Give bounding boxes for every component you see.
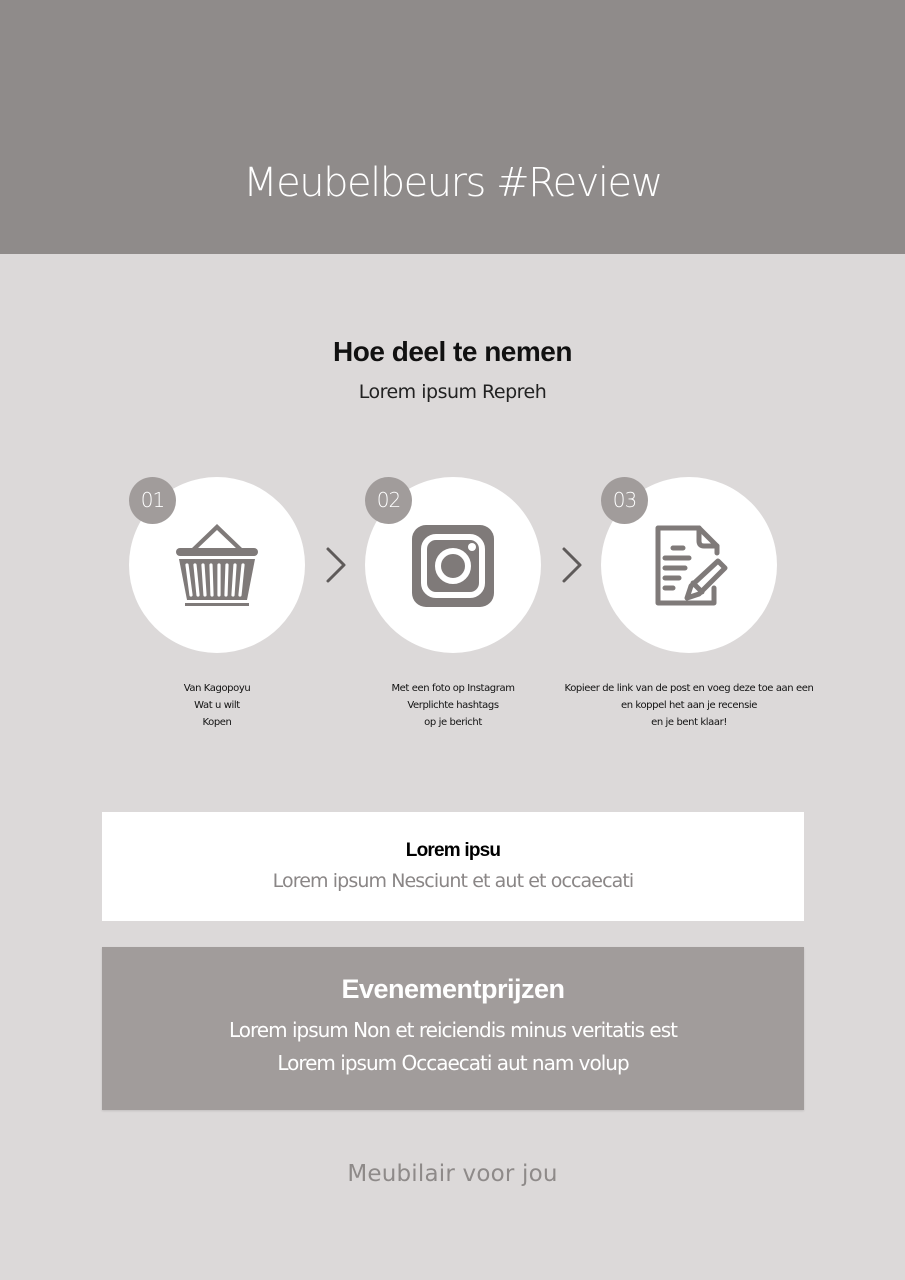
footer-tagline: Meubilair voor jou [347, 1161, 558, 1187]
info-box-subtitle: Lorem ipsum Nesciunt et aut et occaecati [272, 870, 634, 892]
section-subtitle: Lorem ipsum Repreh [358, 381, 547, 403]
chevron-right-icon [560, 545, 584, 585]
step-3-badge: 03 [601, 477, 648, 524]
step-1-line-1: Van Kagopoyu [183, 683, 251, 694]
step-1-line-3: Kopen [202, 717, 232, 728]
step-3-line-2: en koppel het aan je recensie [620, 700, 758, 711]
step-2-line-2: Verplichte hashtags [407, 700, 499, 711]
info-box [102, 812, 804, 921]
info-box-title: Lorem ipsu [405, 840, 501, 861]
hero-banner [0, 0, 905, 254]
step-1-description [117, 680, 317, 731]
prizes-line-1: Lorem ipsum Non et reiciendis minus veritatis est [228, 1018, 677, 1042]
step-3-description [549, 680, 829, 731]
step-1-line-2: Wat u wilt [194, 700, 240, 711]
chevron-right-icon [324, 545, 348, 585]
step-2-line-1: Met een foto op Instagram [391, 683, 515, 694]
prizes-box [102, 947, 804, 1110]
prizes-title: Evenementprijzen [341, 974, 565, 1004]
step-1-badge: 01 [129, 477, 176, 524]
step-3-line-1: Kopieer de link van de post en voeg deze toe aan een [564, 683, 814, 694]
prizes-line-2: Lorem ipsum Occaecati aut nam volup [277, 1051, 629, 1075]
step-3-line-3: en je bent klaar! [651, 717, 727, 728]
section-title: Hoe deel te nemen [333, 336, 572, 367]
step-2-description [353, 680, 553, 731]
step-2-badge: 02 [365, 477, 412, 524]
page-title: Meubelbeurs #Review [243, 160, 662, 206]
step-2-line-3: op je bericht [424, 717, 482, 728]
